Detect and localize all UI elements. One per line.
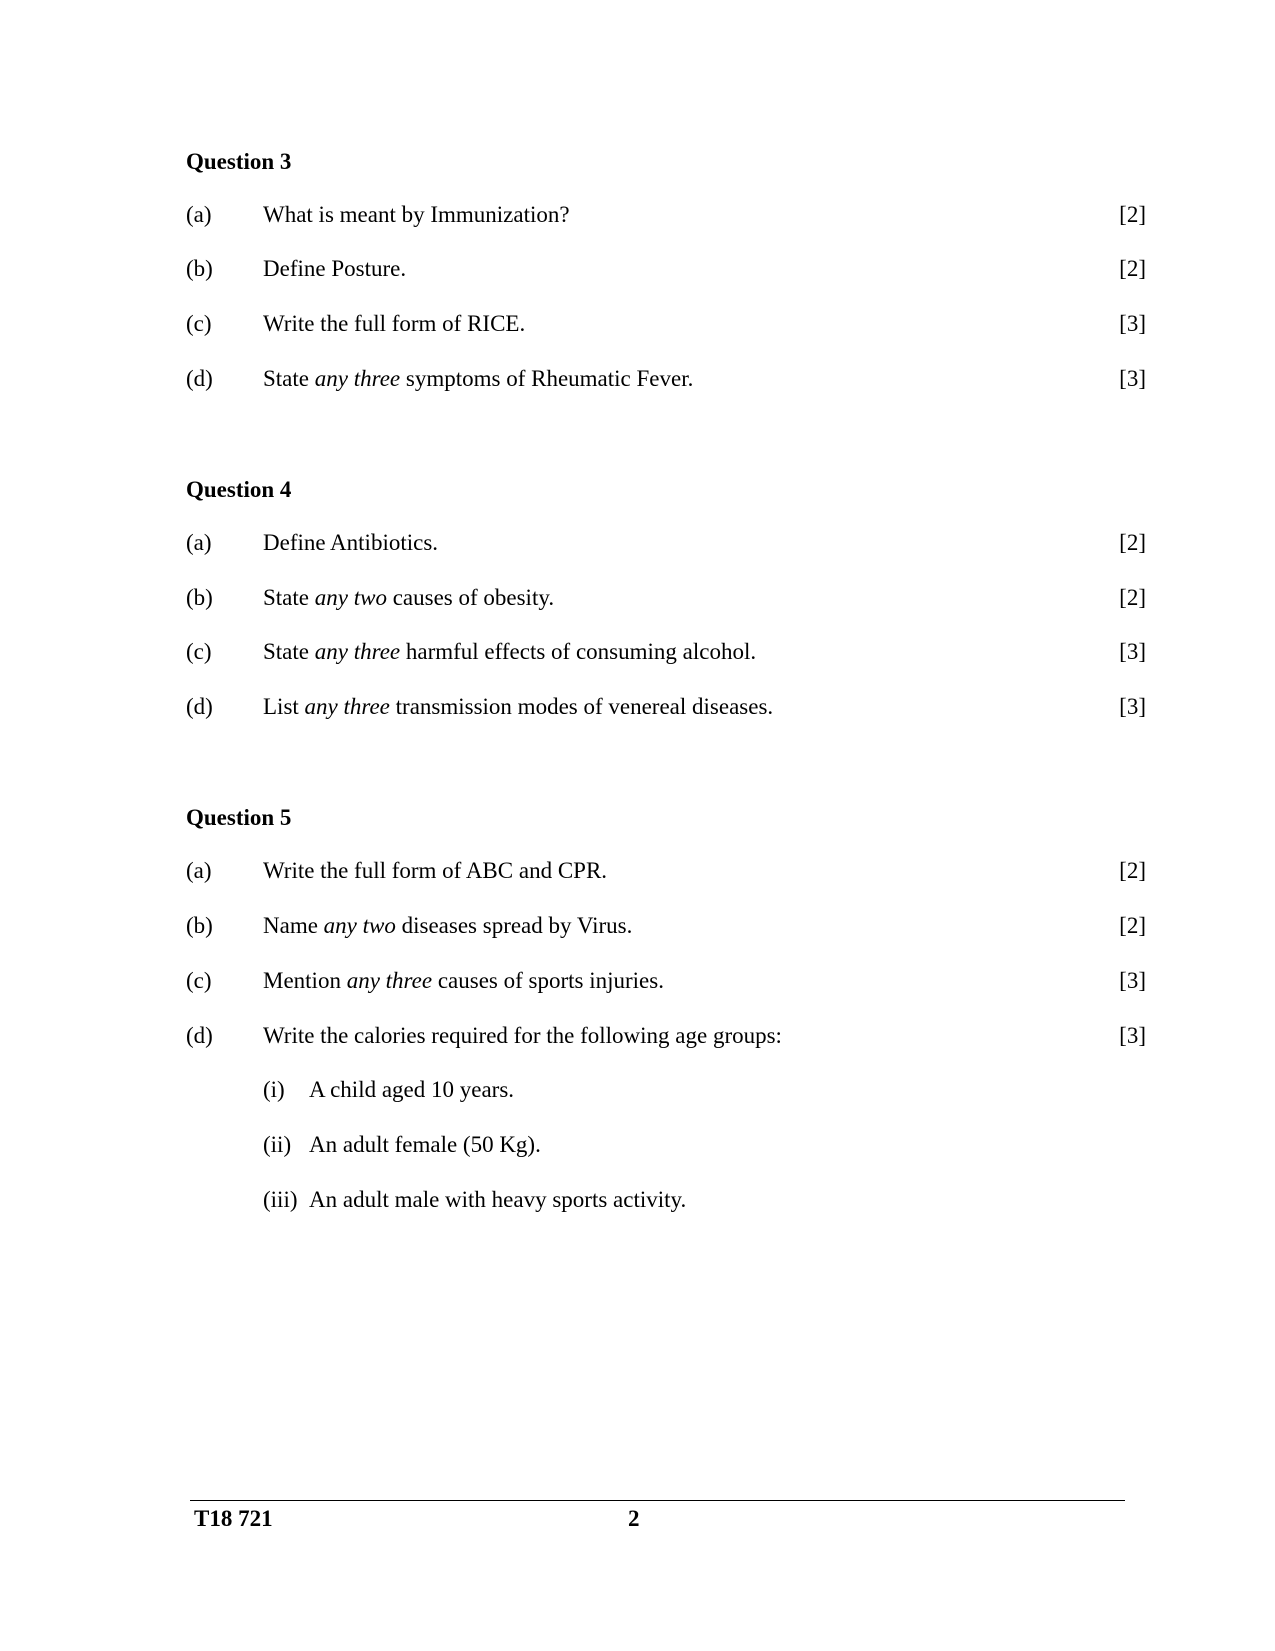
part-label: (d): [186, 366, 213, 391]
part-marks: [3]: [1119, 639, 1146, 664]
question-3-title: Question 3: [186, 149, 292, 174]
part-label: (c): [186, 639, 212, 664]
subpart-text: A child aged 10 years.: [309, 1077, 515, 1102]
question-5-part-a: [186, 856, 1146, 886]
part-label: (d): [186, 694, 213, 719]
part-label: (a): [186, 530, 212, 555]
part-marks: [2]: [1119, 585, 1146, 610]
subpart-label: (i): [263, 1077, 285, 1102]
question-4-part-a: [186, 528, 1146, 558]
part-text: Define Antibiotics.: [263, 530, 439, 555]
subpart-text: An adult female (50 Kg).: [309, 1132, 541, 1157]
part-marks: [3]: [1119, 311, 1146, 336]
part-text: Write the full form of RICE.: [263, 311, 526, 336]
part-text: Write the calories required for the following age groups:: [263, 1023, 782, 1048]
part-text: State any two causes of obesity.: [263, 585, 555, 610]
paper-code: T18 721: [194, 1506, 273, 1531]
subpart-label: (ii): [263, 1132, 292, 1157]
question-4-part-c: [186, 637, 1146, 667]
subpart-label: (iii): [263, 1187, 298, 1212]
part-text: List any three transmission modes of venereal diseases.: [263, 694, 774, 719]
part-marks: [2]: [1119, 256, 1146, 281]
question-4-part-b: [186, 583, 1146, 613]
question-3-part-a: [186, 200, 1146, 230]
question-3-part-b: [186, 254, 1146, 284]
part-label: (c): [186, 968, 212, 993]
footer-divider: [190, 1500, 1125, 1501]
part-text: Name any two diseases spread by Virus.: [263, 913, 633, 938]
part-text: State any three symptoms of Rheumatic Fever.: [263, 366, 694, 391]
part-label: (b): [186, 585, 213, 610]
part-marks: [2]: [1119, 913, 1146, 938]
part-marks: [2]: [1119, 202, 1146, 227]
page-number: 2: [628, 1506, 640, 1531]
subpart-text: An adult male with heavy sports activity.: [309, 1187, 687, 1212]
part-text: State any three harmful effects of consuming alcohol.: [263, 639, 757, 664]
question-5-part-b: [186, 911, 1146, 941]
question-4-title: Question 4: [186, 477, 292, 502]
part-marks: [2]: [1119, 530, 1146, 555]
part-marks: [3]: [1119, 1023, 1146, 1048]
part-marks: [3]: [1119, 694, 1146, 719]
part-marks: [2]: [1119, 858, 1146, 883]
part-marks: [3]: [1119, 366, 1146, 391]
question-5-part-d: [186, 1021, 1146, 1051]
part-text: Define Posture.: [263, 256, 407, 281]
part-label: (c): [186, 311, 212, 336]
part-text: What is meant by Immunization?: [263, 202, 570, 227]
question-5-title: Question 5: [186, 805, 292, 830]
question-4-part-d: [186, 692, 1146, 722]
part-label: (a): [186, 858, 212, 883]
part-text: Mention any three causes of sports injuries.: [263, 968, 664, 993]
part-label: (a): [186, 202, 212, 227]
part-marks: [3]: [1119, 968, 1146, 993]
question-5-part-c: [186, 966, 1146, 996]
part-label: (d): [186, 1023, 213, 1048]
question-3-part-d: [186, 364, 1146, 394]
question-3-part-c: [186, 309, 1146, 339]
part-label: (b): [186, 913, 213, 938]
part-label: (b): [186, 256, 213, 281]
part-text: Write the full form of ABC and CPR.: [263, 858, 608, 883]
